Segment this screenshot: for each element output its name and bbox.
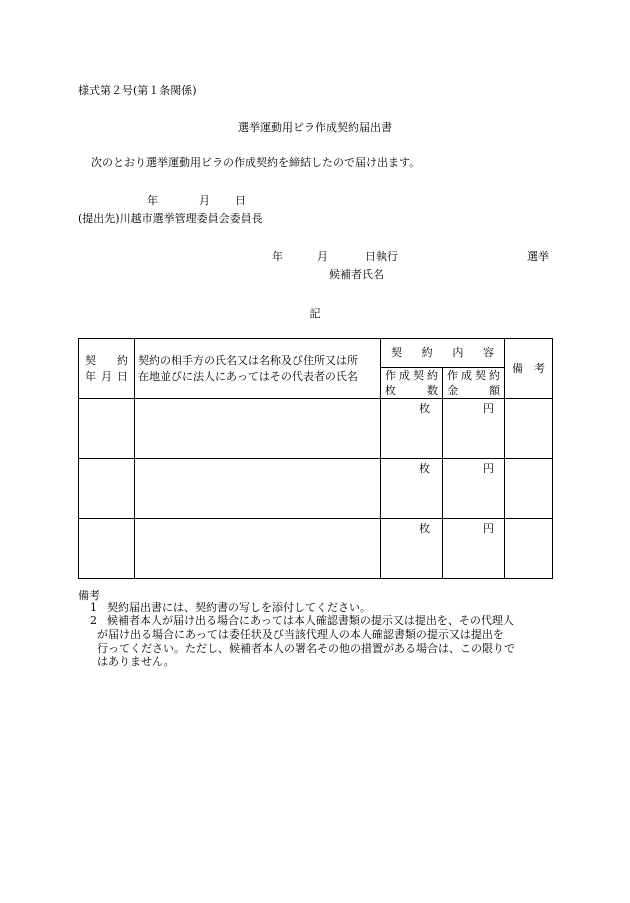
election-date [272,250,398,264]
header-contract-contents: 契 約 内 容 [381,339,505,368]
header-counterparty: 契約の相手方の氏名又は名称及び住所又は所 在地並びに法人にあってはその代表者の氏名 [135,339,381,399]
cell-amount[interactable]: 円 [443,399,505,459]
form-number: 様式第２号(第１条関係) [78,84,197,97]
cell-counterparty[interactable] [135,399,381,459]
header-count: 作成契約 枚 数 [381,368,443,399]
date-day: 日 [235,194,246,207]
cell-counterparty[interactable] [135,519,381,579]
note-text: はありません。 [97,655,175,669]
cell-count[interactable]: 枚 [381,459,443,519]
candidate-name-label: 候補者氏名 [329,268,384,281]
note-number: 2 [90,614,97,627]
ki-heading: 記 [309,307,321,320]
election-day-exec: 日執行 [365,250,398,263]
cell-date[interactable] [79,459,135,519]
note-item [90,614,552,669]
header-amount: 作成契約 金 額 [443,368,505,399]
cell-date[interactable] [79,519,135,579]
notes-title: 備考 [78,589,100,602]
note-item [90,601,371,615]
cell-counterparty[interactable] [135,459,381,519]
cell-remarks[interactable] [505,399,553,459]
table-row [79,399,553,459]
header-contract-date: 契 約 年 月 日 [79,339,135,399]
contract-table [78,338,553,579]
cell-amount[interactable]: 円 [443,519,505,579]
addressee: (提出先)川越市選挙管理委員会委員長 [78,212,263,225]
election-month: 月 [317,250,328,263]
note-text: が届け出る場合にあっては委任状及び当該代理人の本人確認書類の提示又は提出を [97,627,504,641]
cell-count[interactable]: 枚 [381,519,443,579]
cell-date[interactable] [79,399,135,459]
cell-remarks[interactable] [505,459,553,519]
intro-text: 次のとおり選挙運動用ビラの作成契約を締結したので届け出ます。 [91,156,421,169]
cell-amount[interactable]: 円 [443,459,505,519]
cell-count[interactable]: 枚 [381,399,443,459]
date-month: 月 [199,194,210,207]
header-remarks: 備 考 [505,339,553,399]
note-text: 行ってください。ただし、候補者本人の署名その他の措置がある場合は、この限りで [97,641,515,655]
election-word: 選挙 [527,250,549,263]
submission-date [147,194,246,208]
table-row [79,519,553,579]
document-title: 選挙運動用ビラ作成契約届出書 [238,121,392,134]
cell-remarks[interactable] [505,519,553,579]
note-text: 契約届出書には、契約書の写しを添付してください。 [107,601,371,614]
date-year: 年 [147,194,158,207]
table-row [79,459,553,519]
note-number: 1 [90,601,97,614]
election-year: 年 [272,250,283,263]
note-text: 候補者本人が届け出る場合にあっては本人確認書類の提示又は提出を、その代理人 [107,614,514,627]
